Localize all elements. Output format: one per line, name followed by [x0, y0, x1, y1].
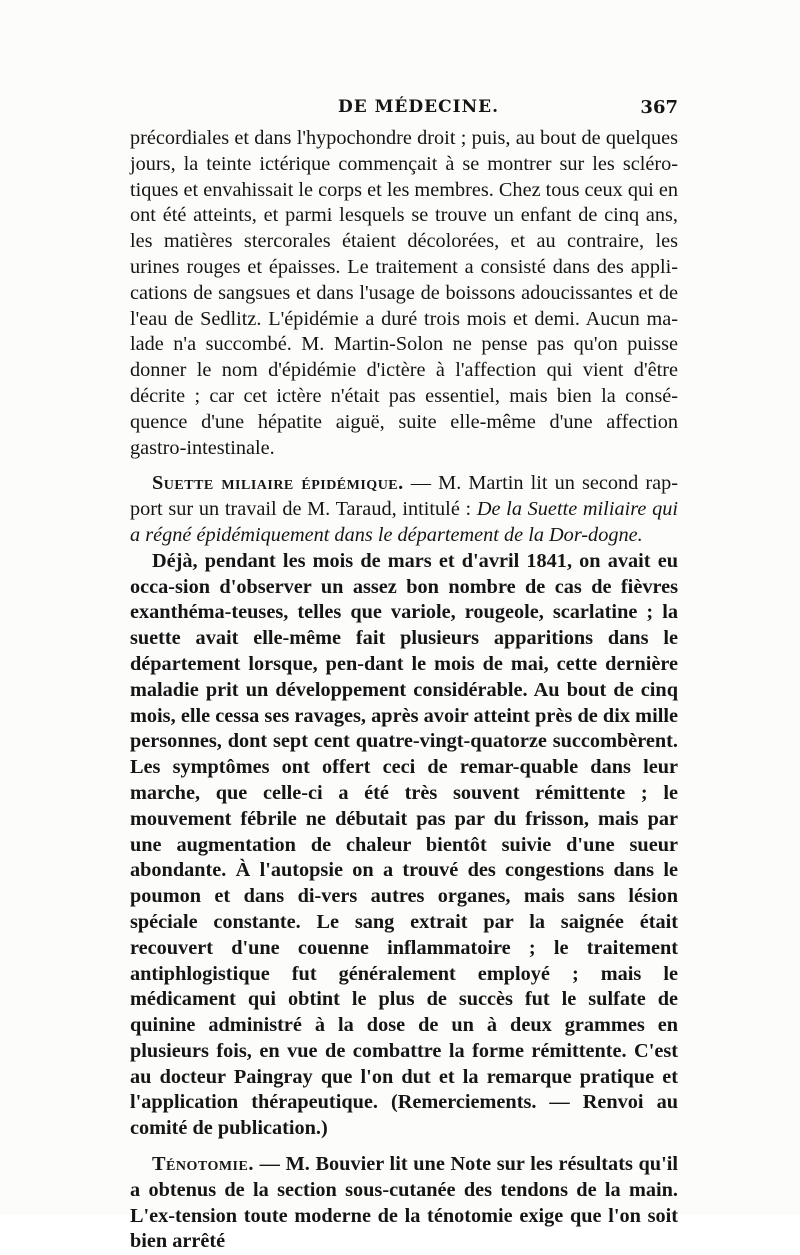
section-heading-tenotomie: Ténotomie.: [152, 1153, 254, 1176]
paragraph-text: M. Bouvier lit une Note sur les résultats qu'il a obtenus de la section sous-cutanée des tendons de la main. L'ex-tension toute moderne de la ténotomie exige que l'on soit bien arrêté: [130, 1153, 678, 1253]
heading-dash: —: [253, 1153, 286, 1176]
paragraph-text: M. Martin lit un second rap-port sur un travail de M. Taraud, intitulé :: [130, 472, 678, 521]
page-header: [130, 97, 678, 121]
running-title: DE MÉDECINE.: [338, 97, 499, 117]
heading-dash: —: [403, 472, 439, 495]
paragraph-icterus-end: [130, 126, 678, 461]
paragraph-text: Déjà, pendant les mois de mars et d'avril 1841, on avait eu occa-sion d'observer un assez bon nombre de cas de fièvres exanthéma-teuses, telles que variole, rougeole, scarlatine ; la suette avait elle-même fait plusieurs apparitions dans le département lorsque, pen-dant le mois de mai, cette dernière maladie prit un développement considérable. Au bout de cinq mois, elle cessa ses ravages, après avoir atteint près de dix mille personnes, dont sept cent quatre-vingt-quatorze succombèrent. Les symptômes ont offert ceci de remar-quable dans leur marche, que celle-ci a été très souvent rémittente ; le mouvement fébrile ne débutait pas par du frisson, mais par une augmentation de chaleur bientôt suivie d'une sueur abondante. À l'autopsie on a trouvé des congestions dans le poumon et dans di-vers autres organes, mais sans lésion spéciale constante. Le sang extrait par la saignée était recouvert d'une couenne inflammatoire ; le traitement antiphlogistique fut généralement employé ; mais le médicament qui obtint le plus de succès fut le sulfate de quinine administré à la dose de un à deux grammes en plusieurs fois, en vue de combattre la forme rémittente. C'est au docteur Paingray que l'on dut et la remarque pratique et l'application thérapeutique. (Remerciements. — Renvoi au comité de publication.): [130, 549, 678, 1140]
section-spacer: [130, 461, 678, 471]
section-heading-suette: Suette miliaire épidémique.: [152, 472, 404, 495]
paragraph-suette-body: [130, 549, 678, 1142]
work-title: De la Suette miliaire qui a régné épidémiquement dans le département de la Dor-dogne.: [130, 498, 678, 546]
page-number: 367: [640, 97, 678, 118]
section-spacer: [130, 1142, 678, 1152]
page-body: [130, 126, 678, 1255]
paragraph-suette-heading: [130, 471, 678, 548]
paragraph-text: précordiales et dans l'hypochondre droit ; puis, au bout de quelques jours, la teinte ictérique commençait à se montrer sur les scléro-tiques et envahissait le corps et les membres. Chez tous ceux qui en ont été atteints, et parmi lesquels se trouve un enfant de cinq ans, les matières stercorales étaient décolorées, et au contraire, les urines rouges et épaisses. Le traitement a consisté dans des appli-cations de sangsues et dans l'usage de boissons adoucissantes et de l'eau de Sedlitz. L'épidémie a duré trois mois et demi. Aucun ma-lade n'a succombé. M. Martin-Solon ne pense pas qu'on puisse donner le nom d'épidémie d'ictère à l'affection qui vient d'être décrite ; car cet ictère n'était pas essentiel, mais bien la consé-quence d'une hépatite aiguë, suite elle-même d'une affection gastro-intestinale.: [130, 127, 679, 459]
paragraph-tenotomie: [130, 1152, 678, 1255]
